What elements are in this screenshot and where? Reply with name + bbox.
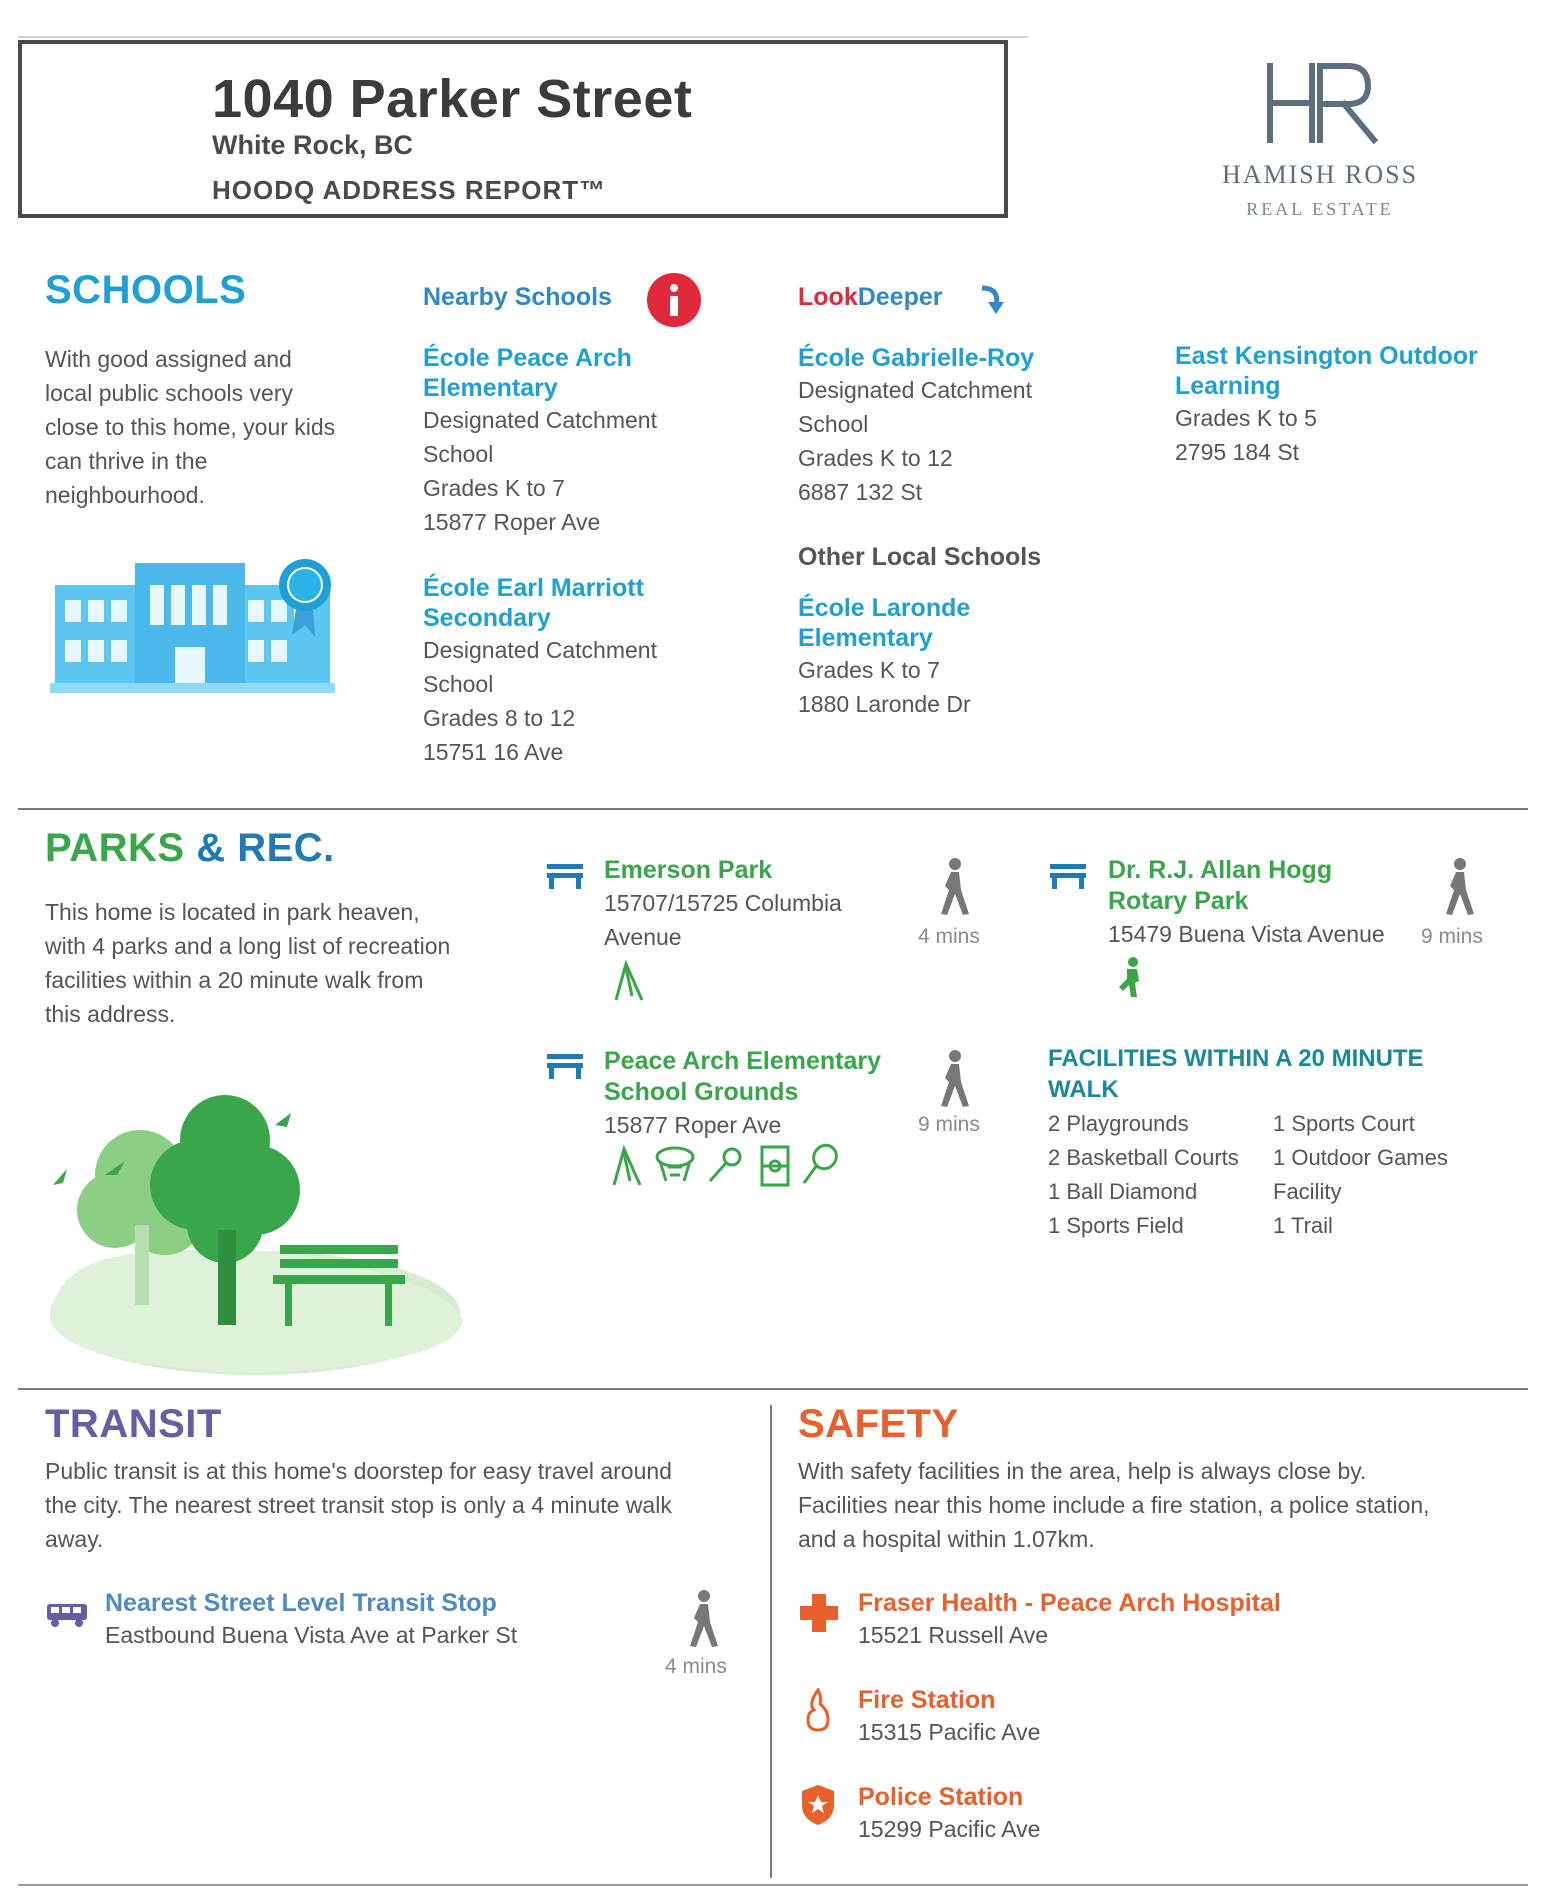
safety-description: With safety facilities in the area, help is always close by. Facilities near this home include a fire station, a police station, and a hospital within 1.07km. — [798, 1458, 1430, 1552]
park-peace-arch-grounds: Peace Arch Elementary School Grounds 15877 Roper Ave — [604, 1047, 882, 1138]
safety-hospital: Fraser Health - Peace Arch Hospital 15521 Russell Ave — [858, 1589, 1281, 1648]
bench-icon — [1048, 860, 1088, 890]
divider-parks-transit — [18, 1388, 1528, 1390]
school-gabrielle-roy: École Gabrielle-Roy Designated Catchment School Grades K to 12 6887 132 St — [798, 344, 1035, 505]
report-label: HOODQ ADDRESS REPORT™ — [212, 175, 607, 205]
police-badge-icon — [800, 1783, 836, 1827]
top-rule — [18, 36, 1028, 38]
park-allan-hogg: Dr. R.J. Allan Hogg Rotary Park 15479 Buena Vista Avenue — [1108, 856, 1385, 947]
safety-police-station: Police Station 15299 Pacific Ave — [858, 1783, 1041, 1842]
school-peace-arch: École Peace Arch Elementary Designated Catchment School Grades K to 7 15877 Roper Ave — [423, 344, 657, 535]
facility-icons-row — [610, 1143, 855, 1188]
walk-time: 9 mins — [918, 1113, 980, 1136]
park-emerson: Emerson Park 15707/15725 Columbia Avenue — [604, 856, 842, 950]
parks-description: This home is located in park heaven, with 4 parks and a long list of recreation facilities within a 20 minute walk from this address. — [45, 899, 451, 1027]
schools-description: With good assigned and local public schools very close to this home, your kids can thrive in the neighbourhood. — [45, 346, 336, 508]
walk-time: 4 mins — [665, 1655, 727, 1678]
walker-icon — [935, 1050, 971, 1108]
transit-heading: TRANSIT — [45, 1402, 222, 1446]
facilities-heading: FACILITIES WITHIN A 20 MINUTE WALK — [1048, 1045, 1424, 1103]
park-illustration — [45, 1065, 470, 1380]
facilities-list-left: 2 Playgrounds 2 Basketball Courts 1 Ball Diamond 1 Sports Field — [1048, 1111, 1239, 1238]
transit-description: Public transit is at this home's doorstep for easy travel around the city. The nearest street transit stop is only a 4 minute walk away. — [45, 1458, 672, 1552]
playground-icon — [612, 960, 646, 1002]
logo-subtitle: REAL ESTATE — [1246, 199, 1394, 219]
facilities-list-right: 1 Sports Court 1 Outdoor Games Facility 1 Trail — [1273, 1111, 1448, 1238]
logo-name: HAMISH ROSS — [1221, 160, 1419, 189]
schools-heading: SCHOOLS — [45, 268, 247, 312]
divider-transit-safety — [770, 1405, 772, 1878]
curved-arrow-icon — [978, 282, 1008, 318]
trail-runner-icon — [1117, 957, 1145, 999]
transit-stop: Nearest Street Level Transit Stop Eastbound Buena Vista Ave at Parker St — [105, 1589, 518, 1648]
address-city: White Rock, BC — [212, 130, 414, 160]
info-icon[interactable] — [646, 272, 702, 328]
school-earl-marriott: École Earl Marriott Secondary Designated Catchment School Grades 8 to 12 15751 16 Ave — [423, 574, 657, 765]
hr-logo — [1240, 58, 1400, 153]
lookdeeper-link[interactable]: LookDeeper — [798, 283, 943, 311]
school-laronde: École Laronde Elementary Grades K to 7 1880 Laronde Dr — [798, 594, 971, 717]
flame-icon — [804, 1688, 832, 1732]
hospital-cross-icon — [798, 1592, 840, 1634]
walk-time: 4 mins — [918, 925, 980, 948]
nearby-schools-heading: Nearby Schools — [423, 283, 612, 311]
other-local-schools-heading: Other Local Schools — [798, 543, 1042, 571]
bus-icon — [45, 1600, 89, 1628]
parks-heading: PARKS & REC. — [45, 826, 335, 870]
safety-fire-station: Fire Station 15315 Pacific Ave — [858, 1686, 1041, 1745]
address-title: 1040 Parker Street — [212, 69, 693, 129]
school-building-illustration — [50, 555, 335, 700]
school-east-kensington: East Kensington Outdoor Learning Grades K to 5 2795 184 St — [1175, 342, 1478, 465]
walk-time: 9 mins — [1421, 925, 1483, 948]
walker-icon — [935, 858, 971, 916]
bottom-rule — [18, 1884, 1528, 1886]
bench-icon — [545, 860, 585, 890]
walker-icon — [1440, 858, 1476, 916]
divider-schools-parks — [18, 808, 1528, 810]
hr-monogram-icon — [1240, 58, 1400, 153]
bench-icon — [545, 1050, 585, 1080]
walker-icon — [684, 1590, 720, 1648]
safety-heading: SAFETY — [798, 1402, 959, 1446]
